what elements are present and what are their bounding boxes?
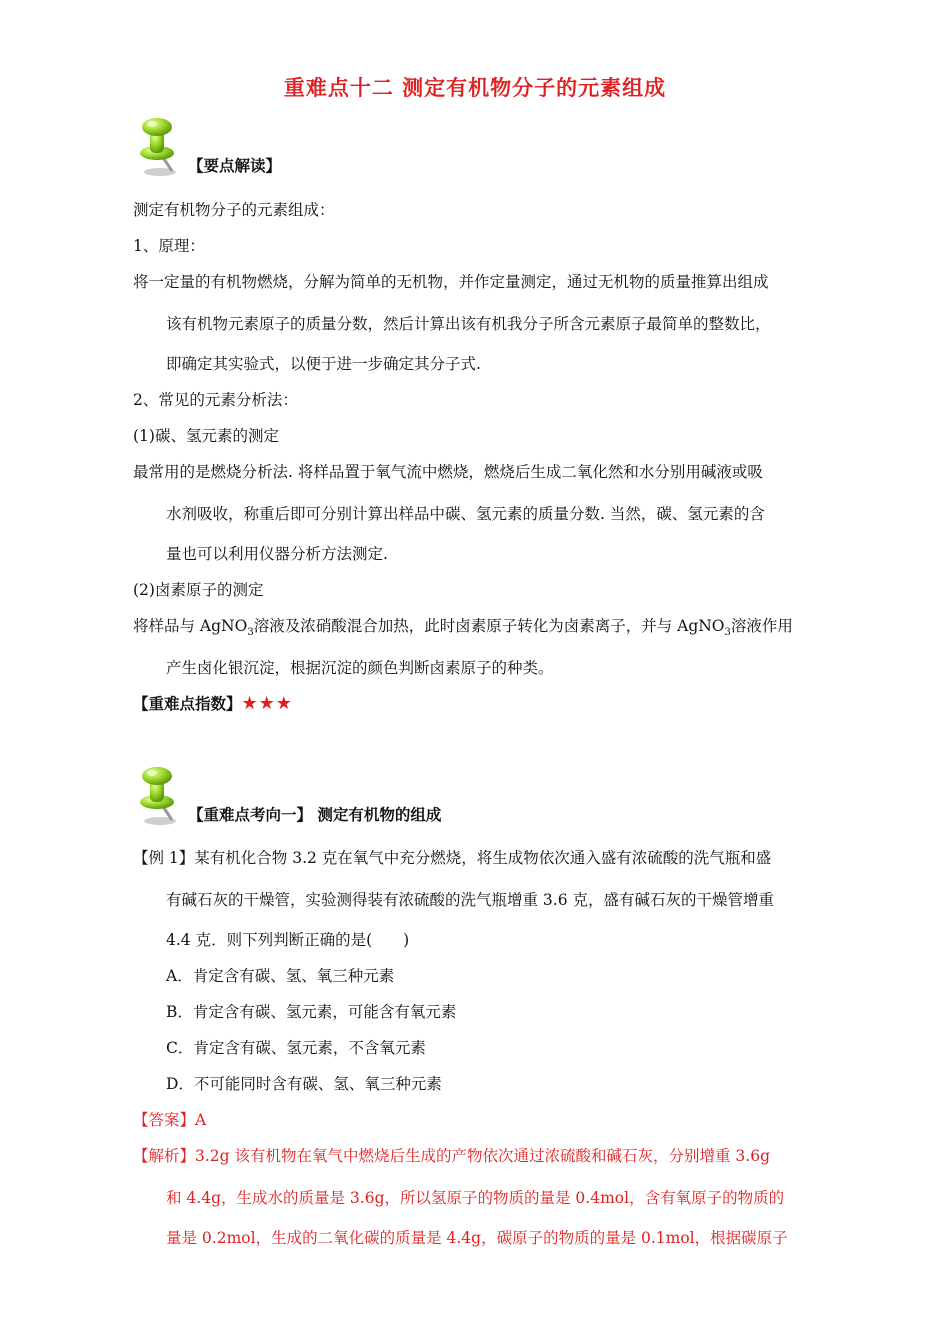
pushpin-icon: [130, 115, 190, 177]
answer-text: 【答案】A: [133, 1111, 207, 1129]
option-a: A．肯定含有碳、氢、氧三种元素: [166, 967, 395, 985]
ch-line-3: 量也可以利用仪器分析方法测定.: [166, 545, 388, 563]
difficulty-stars: ★★★: [241, 693, 293, 714]
principle-label: 1、原理：: [133, 237, 205, 255]
ch-line-2: 水剂吸收，称重后即可分别计算出样品中碳、氢元素的质量分数. 当然，碳、氢元素的含: [166, 505, 765, 523]
methods-label: 2、常见的元素分析法：: [133, 391, 298, 409]
ch-line-1: 最常用的是燃烧分析法. 将样品置于氧气流中燃烧，燃烧后生成二氧化然和水分别用碱液或吸: [133, 463, 763, 481]
halogen-line-2: 产生卤化银沉淀，根据沉淀的颜色判断卤素原子的种类。: [166, 659, 554, 677]
halogen-line-1: 将样品与 AgNO$_3$溶液及浓硝酸混合加热，此时卤素原子转化为卤素离子，并与 AgNO$_3$溶液作用: [133, 617, 793, 639]
intro-text: 测定有机物分子的元素组成：: [133, 201, 335, 219]
pushpin-icon: [130, 764, 190, 826]
principle-line-2: 该有机物元素原子的质量分数，然后计算出该有机我分子所含元素原子最简单的整数比，: [166, 315, 771, 333]
example-line-3: 4.4 克．则下列判断正确的是( ): [166, 931, 410, 949]
analysis-line-2: 和 4.4g，生成水的质量是 3.6g，所以氢原子的物质的量是 0.4mol，含有氧原子的物质的: [166, 1189, 785, 1207]
difficulty-index: 【重难点指数】★★★: [133, 693, 293, 714]
example-line-1: 【例 1】某有机化合物 3.2 克在氧气中充分燃烧，将生成物依次通入盛有浓硫酸的洗气瓶和盛: [133, 849, 772, 867]
principle-line-3: 即确定其实验式，以便于进一步确定其分子式.: [166, 355, 481, 373]
ch-determination-label: (1)碳、氢元素的测定: [133, 427, 279, 445]
option-b: B．肯定含有碳、氢元素，可能含有氧元素: [166, 1003, 457, 1021]
principle-line-1: 将一定量的有机物燃烧，分解为简单的无机物，并作定量测定，通过无机物的质量推算出组成: [133, 273, 769, 291]
example-line-2: 有碱石灰的干燥管，实验测得装有浓硫酸的洗气瓶增重 3.6 克，盛有碱石灰的干燥管增重: [166, 891, 775, 909]
section-heading-key-points: 【要点解读】: [188, 157, 282, 175]
section-heading-topic-1: 【重难点考向一】 测定有机物的组成: [188, 806, 442, 824]
option-d: D．不可能同时含有碳、氢、氧三种元素: [166, 1075, 442, 1093]
analysis-line-3: 量是 0.2mol，生成的二氧化碳的质量是 4.4g，碳原子的物质的量是 0.1mol，根据碳原子: [166, 1229, 788, 1247]
analysis-line-1: 【解析】3.2g 该有机物在氧气中燃烧后生成的产物依次通过浓硫酸和碱石灰，分别增重 3.6g: [133, 1147, 771, 1165]
halogen-label: (2)卤素原子的测定: [133, 581, 264, 599]
option-c: C．肯定含有碳、氢元素，不含氧元素: [166, 1039, 426, 1057]
page-title: 重难点十二 测定有机物分子的元素组成: [283, 76, 667, 100]
